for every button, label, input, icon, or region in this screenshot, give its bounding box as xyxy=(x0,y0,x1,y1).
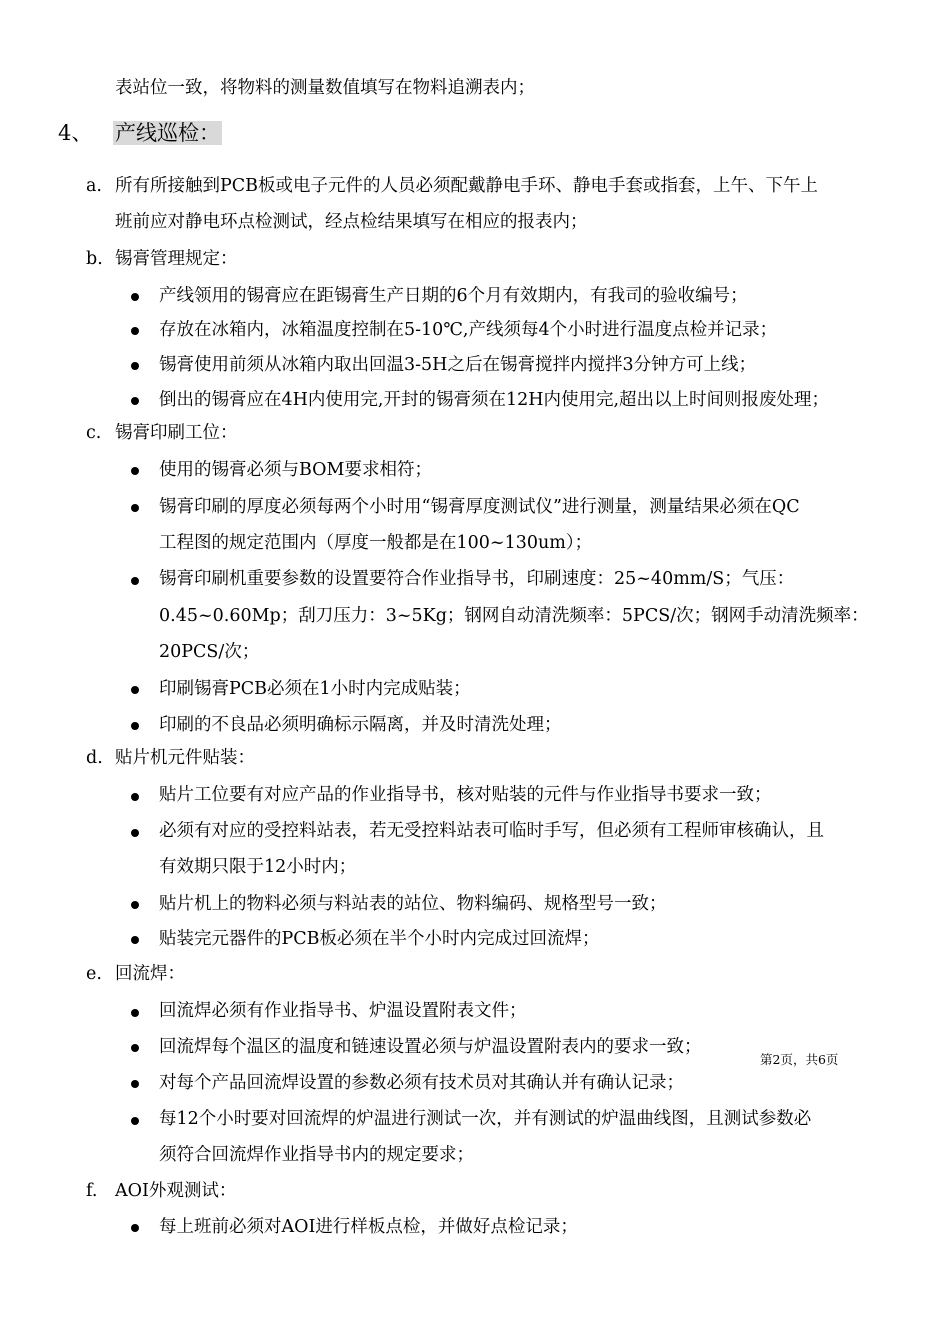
bullet-icon xyxy=(131,793,139,801)
bullet-icon xyxy=(131,467,139,475)
intro-line: 表站位一致，将物料的测量数值填写在物料追溯表内； xyxy=(115,78,535,98)
bullet-text: 每上班前必须对AOI进行样板点检，并做好点检记录； xyxy=(159,1217,578,1237)
bullet-icon xyxy=(131,577,139,585)
item-marker: d. xyxy=(86,748,103,768)
bullet-icon xyxy=(131,722,139,730)
item-marker: a. xyxy=(86,176,102,196)
item-marker: f. xyxy=(86,1181,98,1201)
section-number: 4、 xyxy=(58,121,93,145)
bullet-icon xyxy=(131,1044,139,1052)
bullet-text: 回流焊每个温区的温度和链速设置必须与炉温设置附表内的要求一致； xyxy=(159,1037,702,1057)
bullet-text: 每12个小时要对回流焊的炉温进行测试一次，并有测试的炉温曲线图，且测试参数必 xyxy=(159,1109,812,1129)
bullet-text: 工程图的规定范围内（厚度一般都是在100~130um）； xyxy=(159,533,593,553)
item-label: 贴片机元件贴装： xyxy=(115,748,255,768)
bullet-text: 使用的锡膏必须与BOM要求相符； xyxy=(159,460,432,480)
item-label: AOI外观测试： xyxy=(115,1181,237,1201)
bullet-icon xyxy=(131,293,139,301)
bullet-text: 贴片机上的物料必须与料站表的站位、物料编码、规格型号一致； xyxy=(159,894,667,914)
bullet-icon xyxy=(131,901,139,909)
bullet-icon xyxy=(131,1080,139,1088)
bullet-icon xyxy=(131,504,139,512)
bullet-text: 产线领用的锡膏应在距锡膏生产日期的6个月有效期内，有我司的验收编号； xyxy=(159,286,748,306)
bullet-text: 印刷锡膏PCB必须在1小时内完成贴装； xyxy=(159,679,471,699)
bullet-icon xyxy=(131,829,139,837)
bullet-text: 锡膏印刷机重要参数的设置要符合作业指导书，印刷速度：25~40mm/S；气压： xyxy=(159,569,795,589)
bullet-text: 锡膏使用前须从冰箱内取出回温3-5H之后在锡膏搅拌内搅拌3分钟方可上线； xyxy=(159,355,757,375)
bullet-text: 须符合回流焊作业指导书内的规定要求； xyxy=(159,1145,474,1165)
bullet-text: 有效期只限于12小时内； xyxy=(159,857,357,877)
item-text-line: 班前应对静电环点检测试，经点检结果填写在相应的报表内； xyxy=(115,212,588,232)
section-title: 产线巡检： xyxy=(115,121,220,145)
bullet-text: 对每个产品回流焊设置的参数必须有技术员对其确认并有确认记录； xyxy=(159,1073,684,1093)
bullet-text: 回流焊必须有作业指导书、炉温设置附表文件； xyxy=(159,1001,527,1021)
bullet-icon xyxy=(131,1117,139,1125)
bullet-icon xyxy=(131,686,139,694)
item-marker: b. xyxy=(86,249,103,269)
bullet-text: 印刷的不良品必须明确标示隔离，并及时清洗处理； xyxy=(159,715,562,735)
item-label: 锡膏印刷工位： xyxy=(115,423,238,443)
page-footer: 第2页，共6页 xyxy=(760,1052,839,1067)
bullet-text: 锡膏印刷的厚度必须每两个小时用“锡膏厚度测试仪”进行测量，测量结果必须在QC xyxy=(159,497,800,517)
item-marker: c. xyxy=(86,423,102,443)
bullet-icon xyxy=(131,397,139,405)
bullet-text: 必须有对应的受控料站表，若无受控料站表可临时手写，但必须有工程师审核确认，且 xyxy=(159,821,824,841)
bullet-icon xyxy=(131,327,139,335)
bullet-icon xyxy=(131,362,139,370)
bullet-text: 20PCS/次； xyxy=(159,642,260,662)
item-text-line: 所有所接触到PCB板或电子元件的人员必须配戴静电手环、静电手套或指套，上午、下午上 xyxy=(115,176,819,196)
bullet-text: 贴片工位要有对应产品的作业指导书，核对贴装的元件与作业指导书要求一致； xyxy=(159,785,772,805)
bullet-text: 贴装完元器件的PCB板必须在半个小时内完成过回流焊； xyxy=(159,929,600,949)
bullet-icon xyxy=(131,1009,139,1017)
item-label: 回流焊： xyxy=(115,964,185,984)
bullet-icon xyxy=(131,936,139,944)
item-label: 锡膏管理规定： xyxy=(115,249,238,269)
bullet-text: 存放在冰箱内，冰箱温度控制在5-10℃,产线须每4个小时进行温度点检并记录； xyxy=(159,320,778,340)
bullet-icon xyxy=(131,1224,139,1232)
bullet-text: 倒出的锡膏应在4H内使用完,开封的锡膏须在12H内使用完,超出以上时间则报废处理； xyxy=(159,390,830,410)
bullet-text: 0.45~0.60Mp；刮刀压力：3~5Kg；钢网自动清洗频率：5PCS/次；钢网手动清洗频率： xyxy=(159,606,869,626)
item-marker: e. xyxy=(86,964,102,984)
